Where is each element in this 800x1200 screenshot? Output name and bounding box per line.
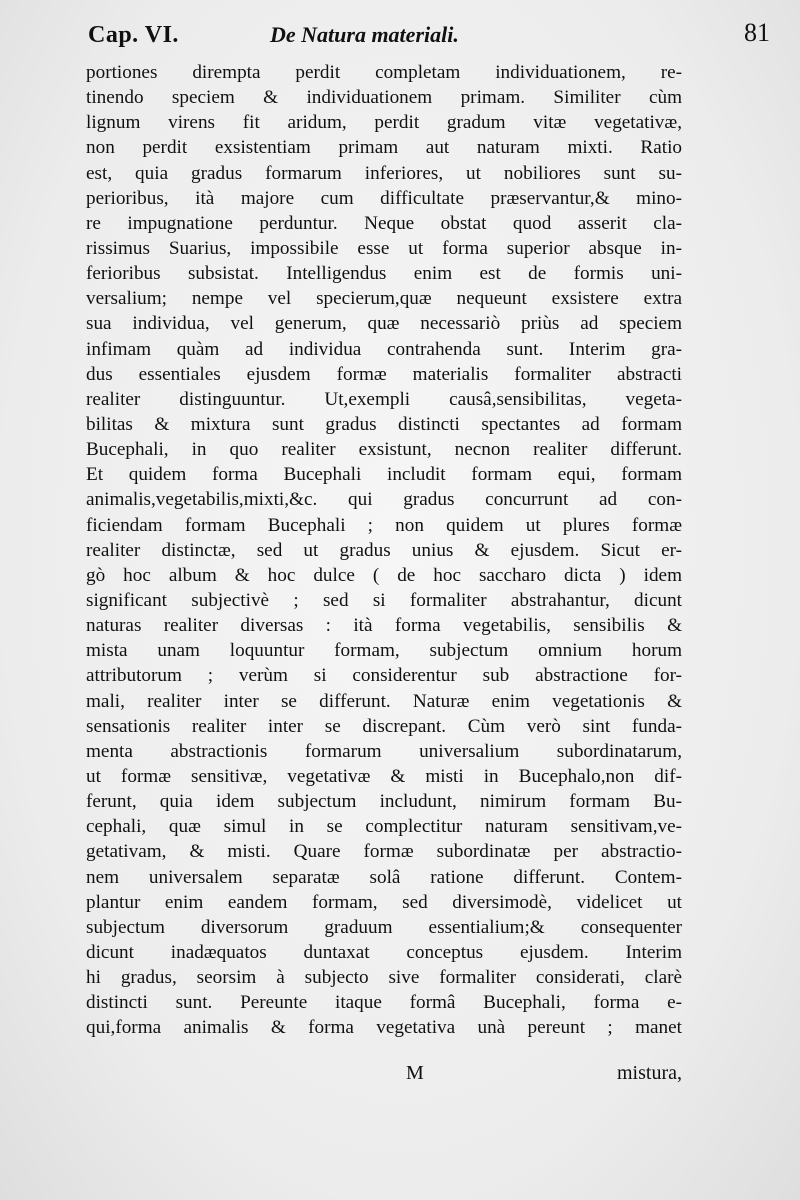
text-line: qui,forma animalis & forma vegetativa unà pereunt ; manet [86,1017,682,1039]
text-line: non perdit exsistentiam primam aut naturam mixti. Ratio [86,137,682,159]
text-line: ficiendam formam Bucephali ; non quidem ut plures formæ [86,514,682,536]
text-line: Et quidem forma Bucephali includit formam equi, formam [86,464,682,486]
text-line: animalis,vegetabilis,mixti,&c. qui gradus concurrunt ad con- [86,489,682,511]
text-line: rissimus Suarius, impossibile esse ut forma superior absque in- [86,237,682,259]
text-line: gò hoc album & hoc dulce ( de hoc saccharo dicta ) idem [86,564,682,586]
text-line: ferioribus subsistat. Intelligendus enim est de formis uni- [86,263,682,285]
text-line: versalium; nempe vel specierum,quæ nequeunt exsistere extra [86,288,682,310]
page-header [80,16,780,52]
signature-mark: M [406,1062,424,1084]
text-line: re impugnatione perduntur. Neque obstat quod asserit cla- [86,212,682,234]
text-line: dicunt inadæquatos duntaxat conceptus ejusdem. Interim [86,941,682,963]
text-line: sensationis realiter inter se discrepant. Cùm verò sint funda- [86,715,682,737]
text-line: mali, realiter inter se differunt. Naturæ enim vegetationis & [86,690,682,712]
text-line: mista unam loquuntur formam, subjectum omnium horum [86,640,682,662]
page-footer [86,1060,682,1090]
catchword: mistura, [617,1062,682,1084]
text-line: tinendo speciem & individuationem primam. Similiter cùm [86,87,682,109]
text-line: naturas realiter diversas : ità forma vegetabilis, sensibilis & [86,615,682,637]
text-line: hi gradus, seorsim à subjecto sive formaliter considerati, clarè [86,967,682,989]
body-text [86,60,682,1040]
text-line: attributorum ; verùm si considerentur sub abstractione for- [86,665,682,687]
text-line: infimam quàm ad individua contrahenda sunt. Interim gra- [86,338,682,360]
running-title: De Natura materiali. [270,22,459,47]
text-line: bilitas & mixtura sunt gradus distincti spectantes ad formam [86,413,682,435]
text-line: portiones dirempta perdit completam individuationem, re- [86,62,682,83]
text-line: cephali, quæ simul in se complectitur naturam sensitivam,ve- [86,816,682,838]
text-line: ut formæ sensitivæ, vegetativæ & misti in Bucephalo,non dif- [86,765,682,787]
text-line: menta abstractionis formarum universalium subordinatarum, [86,740,682,762]
text-line: sua individua, vel generum, quæ necessariò priùs ad speciem [86,313,682,335]
text-line: est, quia gradus formarum inferiores, ut nobiliores sunt su- [86,162,682,184]
text-line: distincti sunt. Pereunte itaque formâ Bucephali, forma e- [86,992,682,1014]
text-line: realiter distinguuntur. Ut,exempli causâ,sensibilitas, vegeta- [86,388,682,410]
text-line: getativam, & misti. Quare formæ subordinatæ per abstractio- [86,841,682,863]
text-line: nem universalem separatæ solâ ratione differunt. Contem- [86,866,682,888]
page-number: 81 [744,18,770,47]
chapter-label: Cap. VI. [88,22,179,48]
text-line: dus essentiales ejusdem formæ materialis formaliter abstracti [86,363,682,385]
text-line: subjectum diversorum graduum essentialium;& consequenter [86,916,682,938]
text-line: realiter distinctæ, sed ut gradus unius & ejusdem. Sicut er- [86,539,682,561]
text-line: plantur enim eandem formam, sed diversimodè, videlicet ut [86,891,682,913]
text-line: Bucephali, in quo realiter exsistunt, necnon realiter differunt. [86,439,682,461]
text-line: significant subjectivè ; sed si formaliter abstrahantur, dicunt [86,589,682,611]
text-line: lignum virens fit aridum, perdit gradum vitæ vegetativæ, [86,112,682,134]
text-line: perioribus, ità majore cum difficultate præservantur,& mino- [86,187,682,209]
text-line: ferunt, quia idem subjectum includunt, nimirum formam Bu- [86,791,682,813]
